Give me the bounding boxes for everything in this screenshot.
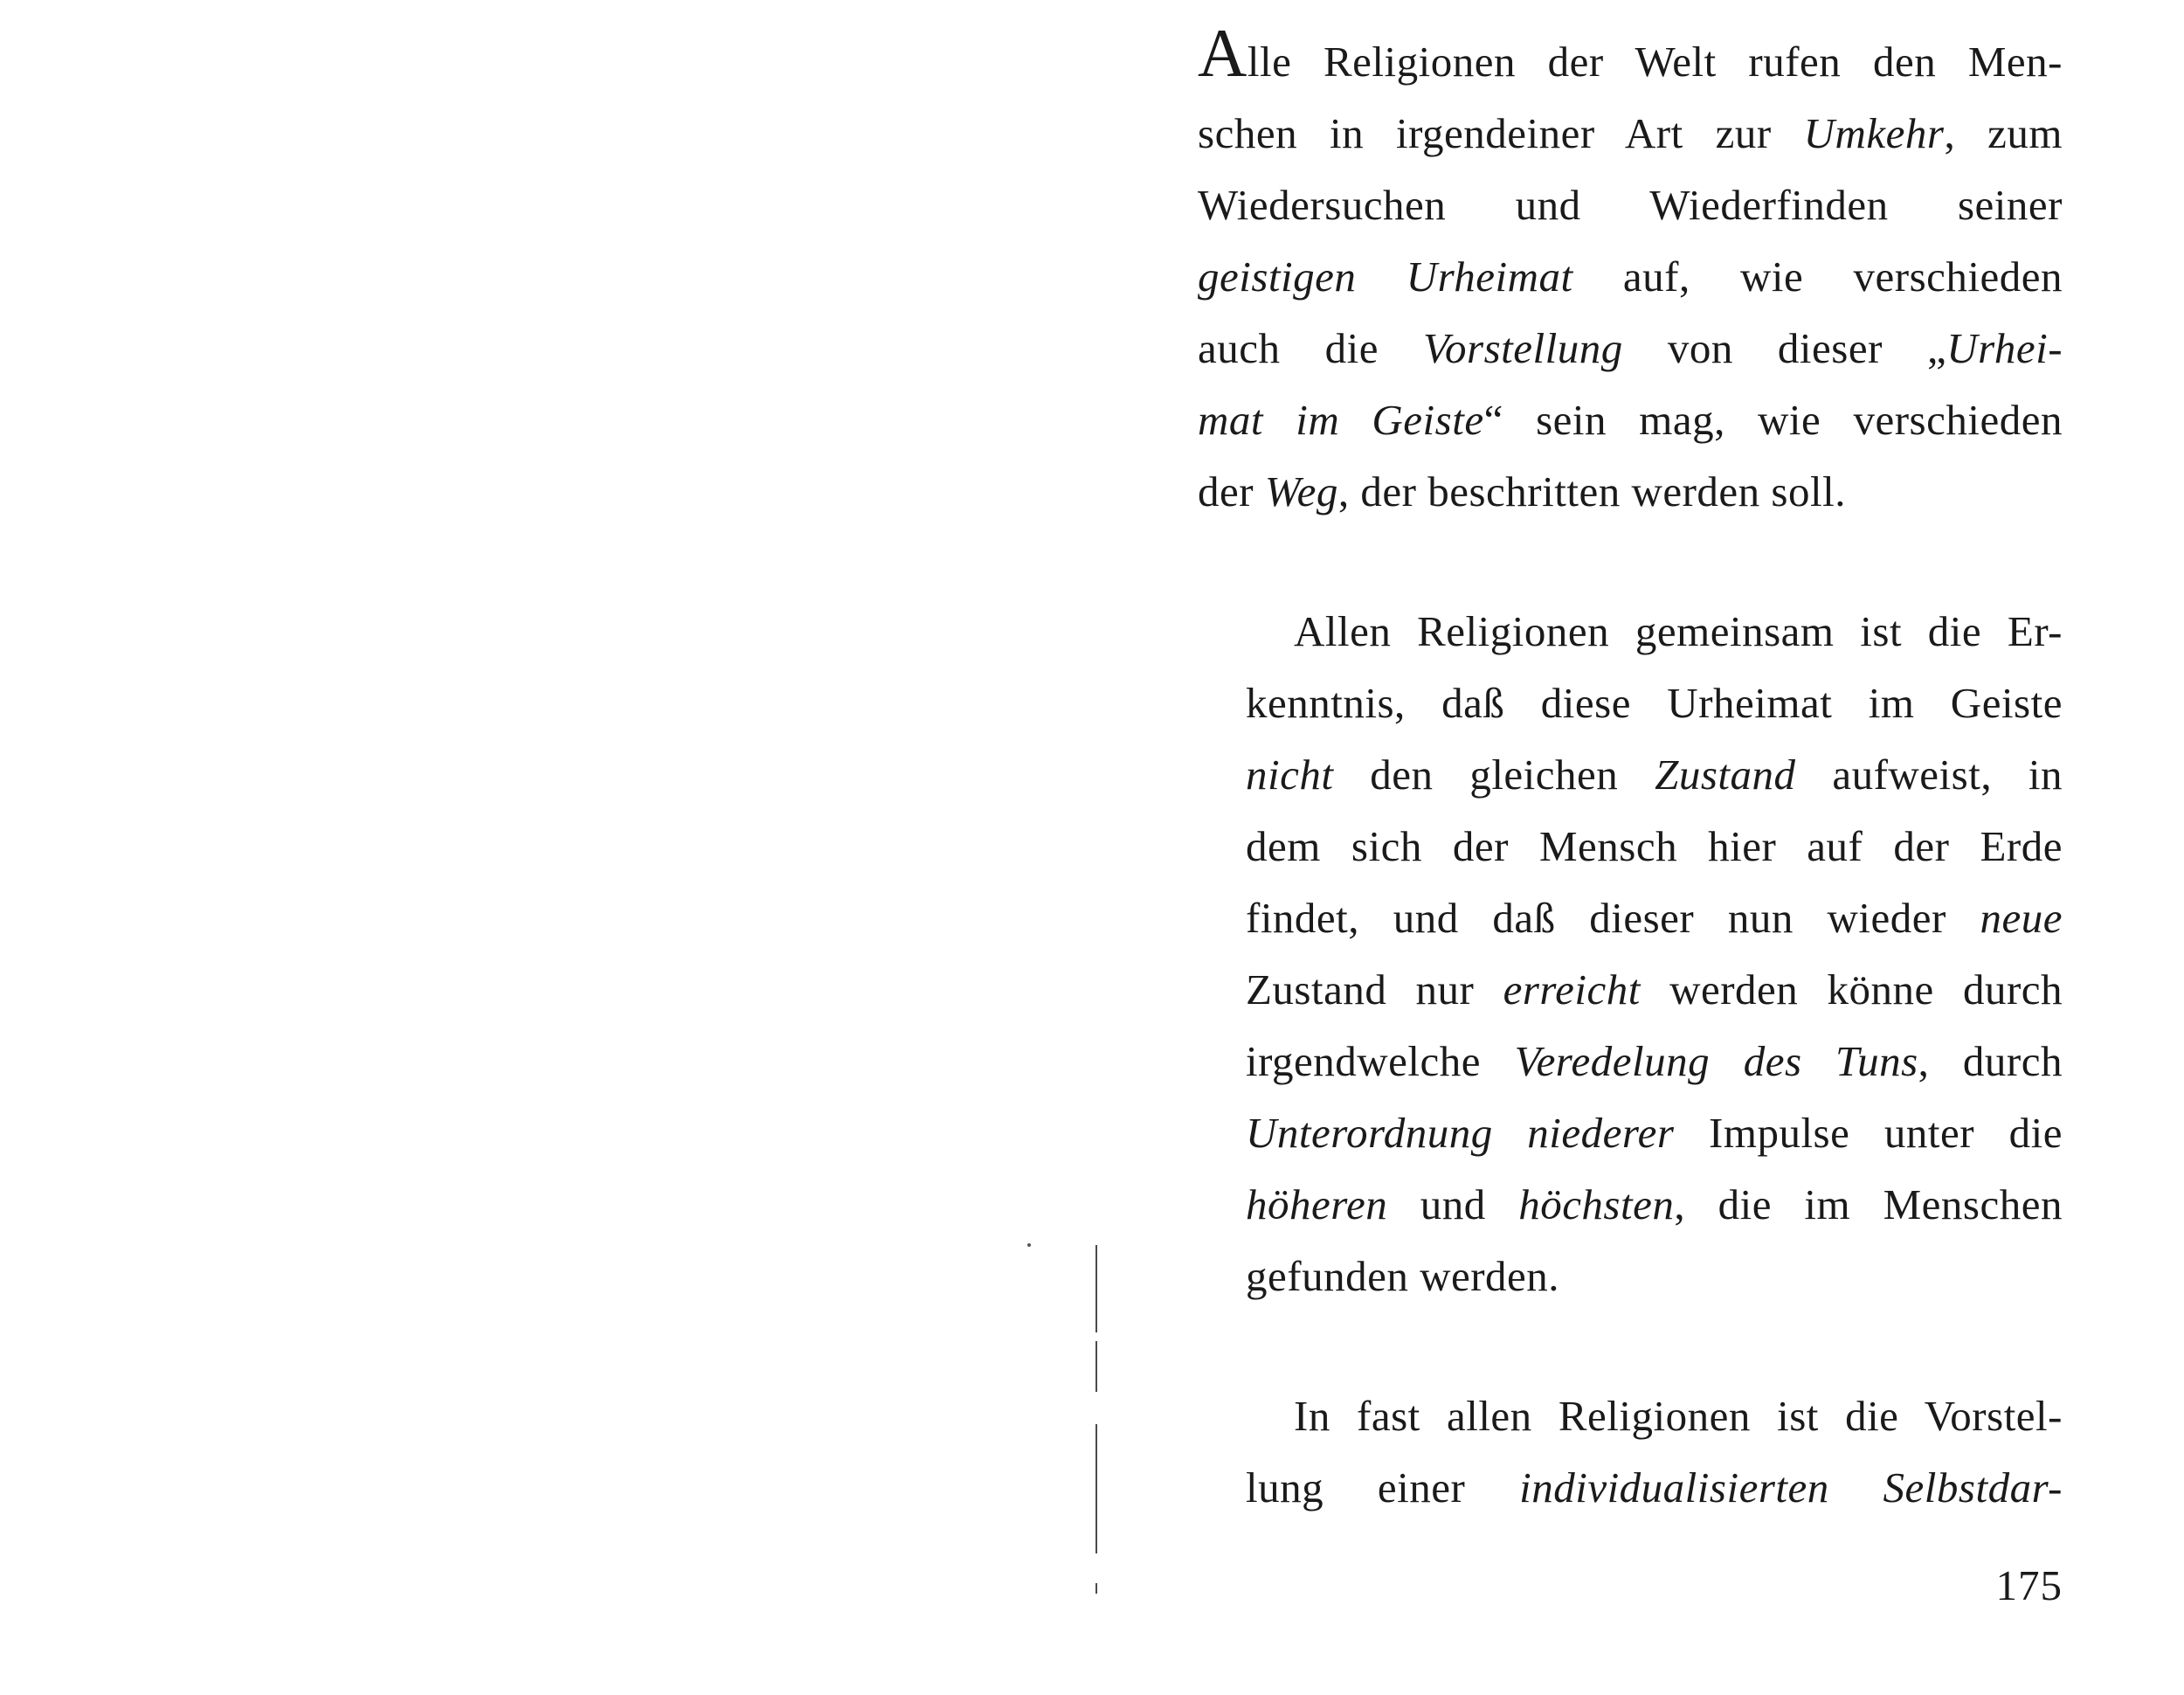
emphasis: Weg xyxy=(1264,467,1338,515)
text-line xyxy=(1198,954,2063,1026)
text-run: auf, wie verschieden xyxy=(1572,253,2063,301)
emphasis: Umkehr xyxy=(1803,109,1945,157)
text-line xyxy=(1198,170,2063,241)
text-run: lle Religionen der Welt rufen den Men- xyxy=(1247,38,2063,86)
paragraph xyxy=(1198,596,2063,1312)
page-text xyxy=(1198,15,2063,1524)
text-line xyxy=(1198,1169,2063,1241)
paragraph xyxy=(1198,1380,2063,1524)
emphasis: individualisierten Selbstdar- xyxy=(1519,1463,2063,1512)
gutter-line xyxy=(1095,1245,1097,1332)
text-line xyxy=(1198,668,2063,739)
text-line xyxy=(1198,811,2063,882)
emphasis: Unterordnung niederer xyxy=(1246,1109,1675,1157)
text-run: der xyxy=(1198,467,1265,515)
gutter-line xyxy=(1095,1341,1097,1392)
text-run: findet, und daß dieser nun wieder xyxy=(1246,894,1980,942)
emphasis: nicht xyxy=(1246,751,1334,799)
text-line xyxy=(1198,15,2063,98)
text-line xyxy=(1198,1241,2063,1312)
text-run: Wiedersuchen und Wiederfinden seiner xyxy=(1198,181,2063,229)
emphasis: Zustand xyxy=(1655,751,1796,799)
emphasis: erreicht xyxy=(1503,965,1641,1014)
text-run: irgendwelche xyxy=(1246,1037,1515,1085)
text-line xyxy=(1198,1026,2063,1097)
text-line xyxy=(1198,882,2063,954)
text-run: , durch xyxy=(1918,1037,2063,1085)
emphasis: höchsten xyxy=(1518,1180,1675,1228)
text-run: gefunden werden. xyxy=(1246,1252,1560,1300)
emphasis: geistigen Urheimat xyxy=(1198,253,1573,301)
emphasis: Urhei- xyxy=(1946,324,2063,372)
text-run: den gleichen xyxy=(1333,751,1655,799)
paragraph xyxy=(1198,15,2063,528)
text-line xyxy=(1198,98,2063,170)
text-run: Zustand nur xyxy=(1246,965,1503,1014)
text-run: und xyxy=(1387,1180,1519,1228)
text-run: , die im Menschen xyxy=(1674,1180,2063,1228)
text-run: In fast allen Religionen ist die Vorstel- xyxy=(1294,1392,2063,1440)
text-run: lung einer xyxy=(1246,1463,1520,1512)
text-run: schen in irgendeiner Art zur xyxy=(1198,109,1804,157)
text-line xyxy=(1198,739,2063,811)
text-line xyxy=(1198,596,2063,668)
scan-speck xyxy=(1027,1243,1031,1247)
text-run: Allen Religionen gemeinsam ist die Er- xyxy=(1294,607,2063,655)
gutter-line xyxy=(1095,1583,1097,1594)
text-line xyxy=(1198,384,2063,456)
text-run: , zum xyxy=(1944,109,2063,157)
text-run: dem sich der Mensch hier auf der Erde xyxy=(1246,822,2063,870)
emphasis: höheren xyxy=(1246,1180,1388,1228)
text-line xyxy=(1198,1097,2063,1169)
emphasis: mat im Geiste xyxy=(1198,396,1484,444)
text-run: “ sein mag, wie verschieden xyxy=(1483,396,2063,444)
text-run: Impulse unter die xyxy=(1674,1109,2063,1157)
text-run: kenntnis, daß diese Urheimat im Geiste xyxy=(1246,679,2063,727)
text-line xyxy=(1198,1380,2063,1452)
text-run: aufweist, in xyxy=(1795,751,2063,799)
gutter-line xyxy=(1095,1424,1097,1553)
text-run: werden könne durch xyxy=(1640,965,2063,1014)
text-run: auch die xyxy=(1198,324,1424,372)
text-line xyxy=(1198,1452,2063,1524)
emphasis: Veredelung des Tuns xyxy=(1514,1037,1918,1085)
emphasis: Vorstellung xyxy=(1423,324,1623,372)
text-line xyxy=(1198,241,2063,313)
text-run: , der beschritten werden soll. xyxy=(1337,467,1846,515)
initial-letter: A xyxy=(1198,15,1248,91)
text-line xyxy=(1198,456,2063,528)
text-line xyxy=(1198,313,2063,384)
page-number: 175 xyxy=(1995,1561,2063,1609)
emphasis: neue xyxy=(1980,894,2063,942)
text-run: von dieser „ xyxy=(1622,324,1947,372)
